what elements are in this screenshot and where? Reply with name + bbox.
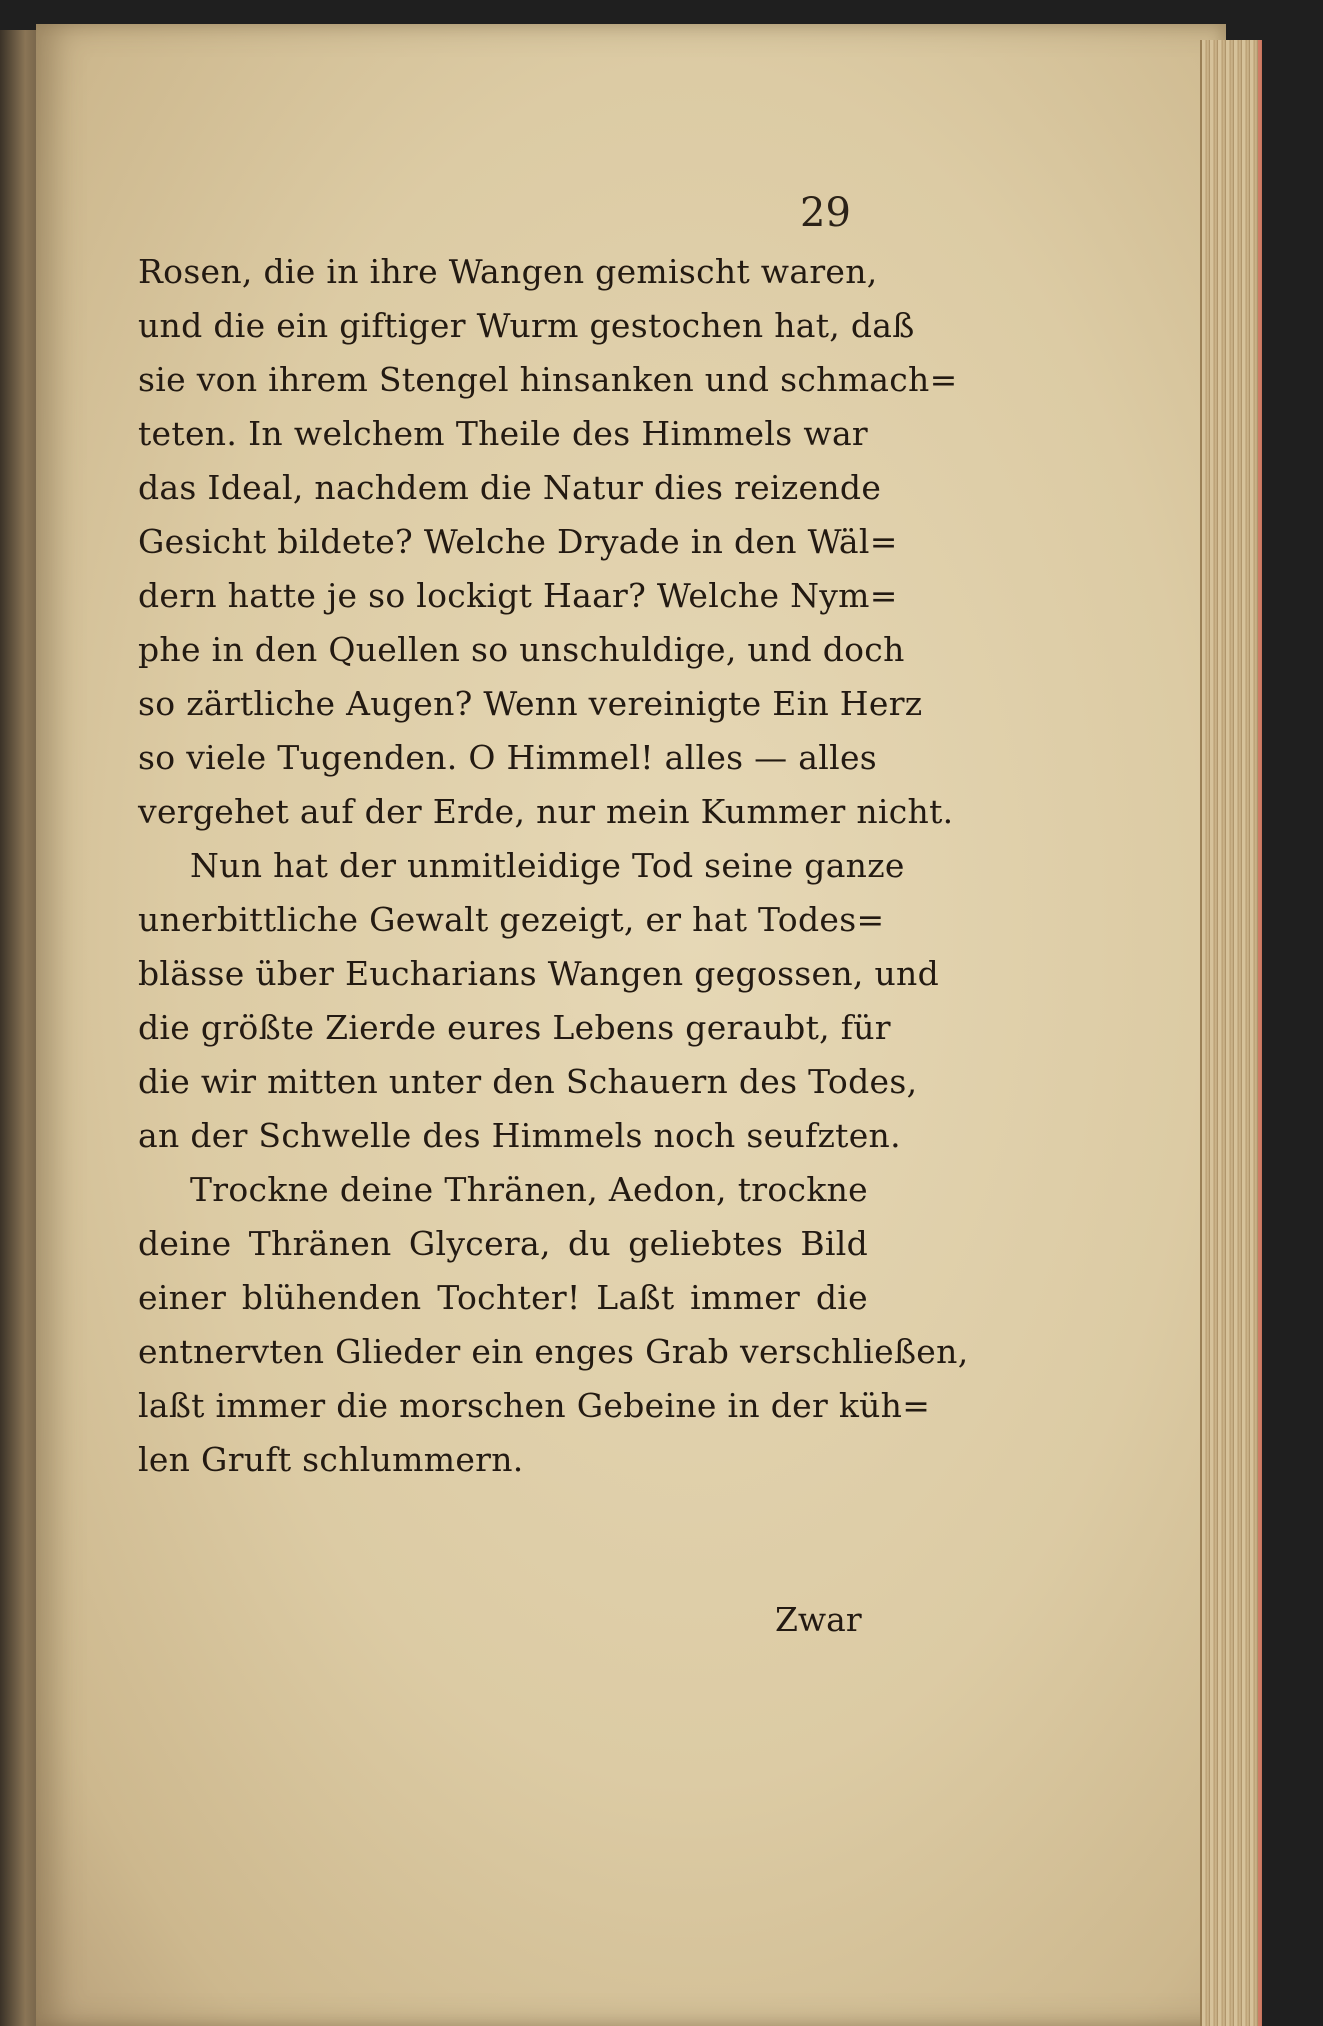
text-line: len Gruft schlummern. — [138, 1440, 524, 1479]
text-line: sie von ihrem Stengel hinsanken und schmach= — [138, 360, 958, 399]
text-line: Nun hat der unmitleidige Tod seine ganze — [190, 846, 905, 885]
catchword: Zwar — [775, 1600, 862, 1639]
text-line: unerbittliche Gewalt gezeigt, er hat Todes= — [138, 900, 885, 939]
page-stack-edge — [1200, 40, 1262, 2026]
body-text — [138, 245, 969, 1487]
text-line: das Ideal, nachdem die Natur dies reizende — [138, 468, 882, 507]
text-line: und die ein giftiger Wurm gestochen hat, daß — [138, 306, 915, 345]
text-line: entnervten Glieder ein enges Grab verschließen, — [138, 1332, 969, 1371]
text-line: deine Thränen Glycera, du geliebtes Bild — [138, 1224, 868, 1263]
text-line: dern hatte je so lockigt Haar? Welche Nym= — [138, 576, 898, 615]
text-line: Rosen, die in ihre Wangen gemischt waren, — [138, 252, 878, 291]
page-number: 29 — [800, 190, 851, 236]
text-line: so viele Tugenden. O Himmel! alles — alles — [138, 738, 878, 777]
text-line: Gesicht bildete? Welche Dryade in den Wäl= — [138, 522, 898, 561]
text-line: so zärtliche Augen? Wenn vereinigte Ein Herz — [138, 684, 923, 723]
text-line: blässe über Eucharians Wangen gegossen, und — [138, 954, 940, 993]
text-line: an der Schwelle des Himmels noch seufzten. — [138, 1116, 901, 1155]
text-line: phe in den Quellen so unschuldige, und doch — [138, 630, 905, 669]
text-line: laßt immer die morschen Gebeine in der küh= — [138, 1386, 931, 1425]
text-line: teten. In welchem Theile des Himmels war — [138, 414, 868, 453]
text-line: vergehet auf der Erde, nur mein Kummer nicht. — [138, 792, 954, 831]
text-line: die größte Zierde eures Lebens geraubt, für — [138, 1008, 891, 1047]
text-line: Trockne deine Thränen, Aedon, trockne — [190, 1170, 868, 1209]
text-line: die wir mitten unter den Schauern des Todes, — [138, 1062, 918, 1101]
text-line: einer blühenden Tochter! Laßt immer die — [138, 1278, 868, 1317]
